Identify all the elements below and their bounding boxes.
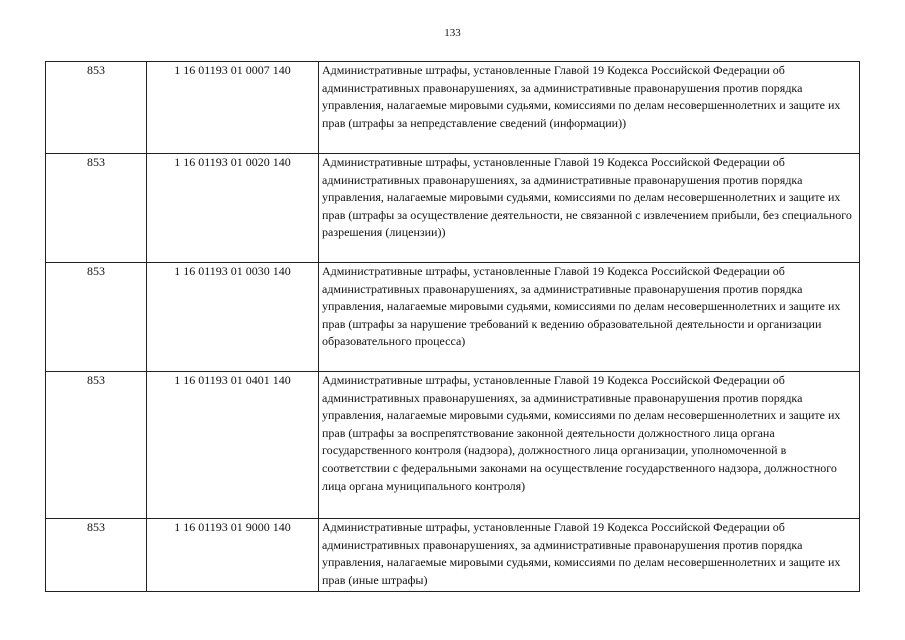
admin-code-cell: 853 [46,519,147,592]
table-row [46,519,860,592]
revenue-code-cell: 1 16 01193 01 0007 140 [147,62,319,154]
admin-code-cell: 853 [46,372,147,519]
admin-code-cell: 853 [46,263,147,372]
admin-code-cell: 853 [46,62,147,154]
revenue-name-cell: Административные штрафы, установленные Главой 19 Кодекса Российской Федерации об административных правонарушениях, за административные правонарушения против порядка управления, налагаемые мировыми судьями, комиссиями по делам несовершеннолетних и защите их прав (штрафы за воспрепятствование законной деятельности должностного лица органа государственного контроля (надзора), должностного лица организации, уполномоченной в соответствии с федеральными законами на осуществление государственного надзора, должностного лица органа муниципального контроля) [319,372,860,519]
revenue-code-cell: 1 16 01193 01 9000 140 [147,519,319,592]
revenue-name-cell: Административные штрафы, установленные Главой 19 Кодекса Российской Федерации об административных правонарушениях, за административные правонарушения против порядка управления, налагаемые мировыми судьями, комиссиями по делам несовершеннолетних и защите их прав (иные штрафы) [319,519,860,592]
admin-code-cell: 853 [46,154,147,263]
page-number: 133 [444,27,461,39]
table-row [46,263,860,372]
revenue-name-cell: Административные штрафы, установленные Главой 19 Кодекса Российской Федерации об административных правонарушениях, за административные правонарушения против порядка управления, налагаемые мировыми судьями, комиссиями по делам несовершеннолетних и защите их прав (штрафы за непредставление сведений (информации)) [319,62,860,154]
table-row [46,154,860,263]
revenue-name-cell: Административные штрафы, установленные Главой 19 Кодекса Российской Федерации об административных правонарушениях, за административные правонарушения против порядка управления, налагаемые мировыми судьями, комиссиями по делам несовершеннолетних и защите их прав (штрафы за осуществление деятельности, не связанной с извлечением прибыли, без специального разрешения (лицензии)) [319,154,860,263]
revenue-code-cell: 1 16 01193 01 0030 140 [147,263,319,372]
revenue-codes-table [45,61,860,592]
revenue-name-cell: Административные штрафы, установленные Главой 19 Кодекса Российской Федерации об административных правонарушениях, за административные правонарушения против порядка управления, налагаемые мировыми судьями, комиссиями по делам несовершеннолетних и защите их прав (штрафы за нарушение требований к ведению образовательной деятельности и организации образовательного процесса) [319,263,860,372]
table-row [46,62,860,154]
revenue-code-cell: 1 16 01193 01 0401 140 [147,372,319,519]
table-row [46,372,860,519]
revenue-code-cell: 1 16 01193 01 0020 140 [147,154,319,263]
